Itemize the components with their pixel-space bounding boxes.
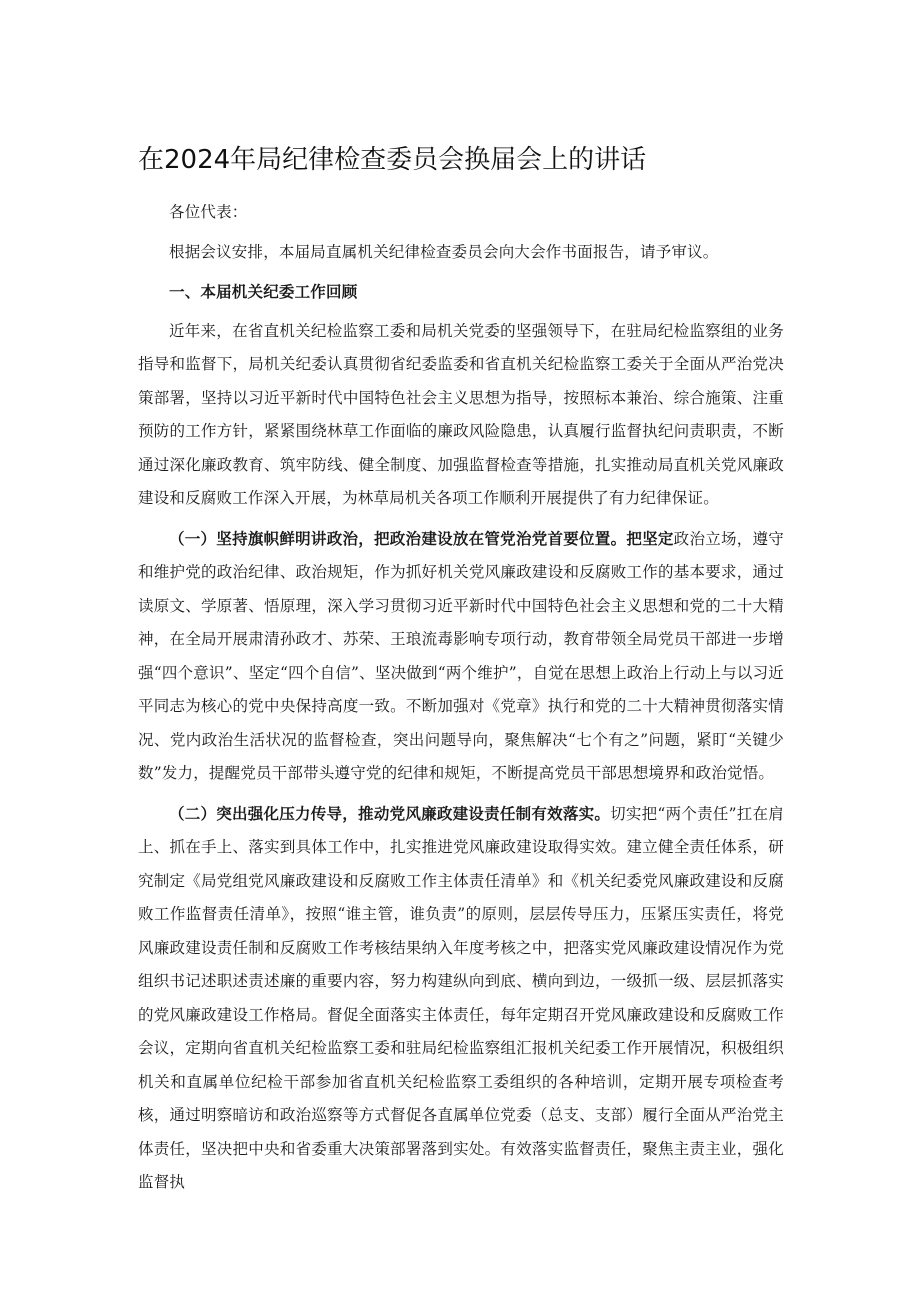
- item-two-heading: （二）突出强化压力传导，推动党风廉政建设责任制有效落实。: [169, 803, 611, 823]
- item-one-paragraph: [138, 522, 784, 791]
- item-one-heading: （一）坚持旗帜鲜明讲政治，把政治建设放在管党治党首要位置。把坚定: [169, 528, 674, 548]
- document-body: [138, 196, 784, 1200]
- document-title: 在2024年局纪律检查委员会换届会上的讲话: [138, 145, 647, 175]
- salutation: 各位代表：: [169, 203, 248, 221]
- item-two-text: 切实把“两个责任”扛在肩上、抓在手上、落实到具体工作中，扎实推进党风廉政建设取得实效。建立健全责任体系，研究制定《局党组党风廉政建设和反腐败工作主体责任清单》和《机关纪委党风廉政建设和反腐败工作监督责任清单》，按照“谁主管，谁负责”的原则，层层传导压力，压紧压实责任，将党风廉政建设责任制和反腐败工作考核结果纳入年度考核之中，把落实党风廉政建设情况作为党组织书记述职述责述廉的重要内容，努力构建纵向到底、横向到边，一级抓一级、层层抓落实的党风廉政建设工作格局。督促全面落实主体责任，每年定期召开党风廉政建设和反腐败工作会议，定期向省直机关纪检监察工委和驻局纪检监察组汇报机关纪委工作开展情况，积极组织机关和直属单位纪检干部参加省直机关纪检监察工委组织的各种培训，定期开展专项检查考核，通过明察暗访和政治巡察等方式督促各直属单位党委（总支、支部）履行全面从严治党主体责任，坚决把中央和省委重大决策部署落到实处。有效落实监督责任，聚焦主责主业，强化监督执: [138, 804, 784, 1191]
- section-heading: 一、本届机关纪委工作回顾: [169, 282, 358, 301]
- review-paragraph: 近年来，在省直机关纪检监察工委和局机关党委的坚强领导下，在驻局纪检监察组的业务指导和监督下，局机关纪委认真贯彻省纪委监委和省直机关纪检监察工委关于全面从严治党决策部署，坚持以习近平新时代中国特色社会主义思想为指导，按照标本兼治、综合施策、注重预防的工作方针，紧紧围绕林草工作面临的廉政风险隐患，认真履行监督执纪问责职责，不断通过深化廉政教育、筑牢防线、健全制度、加强监督检查等措施，扎实推动局直机关党风廉政建设和反腐败工作深入开展，为林草局机关各项工作顺利开展提供了有力纪律保证。: [138, 321, 784, 507]
- intro-paragraph: 根据会议安排，本届局直属机关纪律检查委员会向大会作书面报告，请予审议。: [169, 242, 719, 261]
- item-two-paragraph: [138, 797, 784, 1200]
- item-one-text: 政治立场，遵守和维护党的政治纪律、政治规矩，作为抓好机关党风廉政建设和反腐败工作的基本要求，通过读原文、学原著、悟原理，深入学习贯彻习近平新时代中国特色社会主义思想和党的二十大精神，在全局开展肃清孙政才、苏荣、王琅流毒影响专项行动，教育带领全局党员干部进一步增强“四个意识”、坚定“四个自信”、坚决做到“两个维护”，自觉在思想上政治上行动上与以习近平同志为核心的党中央保持高度一致。不断加强对《党章》执行和党的二十大精神贯彻落实情况、党内政治生活状况的监督检查，突出问题导向，聚焦解决“七个有之”问题，紧盯“关键少数”发力，提醒党员干部带头遵守党的纪律和规矩，不断提高党员干部思想境界和政治觉悟。: [138, 529, 784, 782]
